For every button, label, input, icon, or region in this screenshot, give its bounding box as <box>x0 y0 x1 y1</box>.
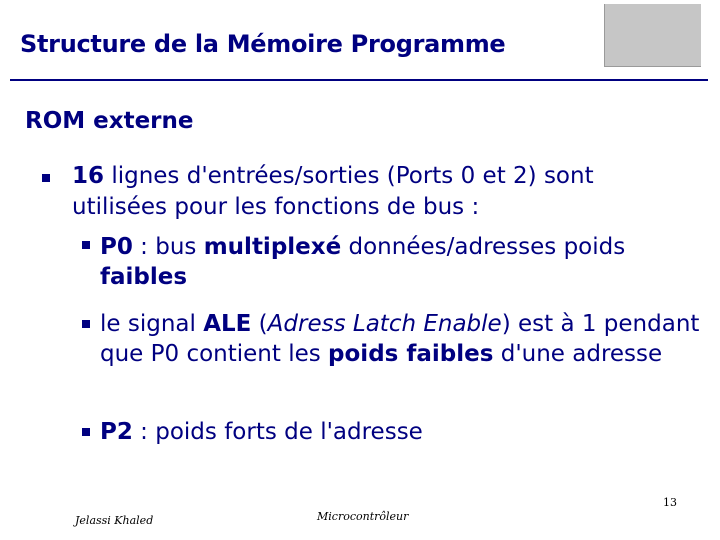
bullet-square-icon <box>42 174 50 182</box>
bullet-text-1 <box>72 161 692 223</box>
title-underline <box>10 79 708 81</box>
ale-expansion: Adress Latch Enable <box>267 311 502 337</box>
section-heading: ROM externe <box>25 108 194 134</box>
bullet-3-text-c: ) est à 1 pendant que P0 contient les <box>100 311 700 367</box>
ale-label: ALE <box>203 311 252 337</box>
bullet-square-icon <box>82 320 90 328</box>
p0-label: P0 <box>100 234 133 260</box>
slide-title: Structure de la Mémoire Programme <box>20 30 506 58</box>
page-number: 13 <box>663 496 677 509</box>
corner-decoration-box <box>604 4 701 67</box>
bullet-text-2 <box>100 232 700 292</box>
multiplexe-label: multiplexé <box>203 234 342 260</box>
faibles-label: faibles <box>100 264 188 290</box>
bullet-text-3 <box>100 309 700 369</box>
bullet-square-icon <box>82 428 90 436</box>
bullet-2-text-a: : bus <box>132 234 204 260</box>
bold-lead: 16 <box>72 163 105 189</box>
footer-author: Jelassi Khaled <box>75 514 154 527</box>
bullet-4-text: : poids forts de l'adresse <box>132 419 423 445</box>
bullet-text-4 <box>100 417 700 447</box>
bullet-3-text-d: d'une adresse <box>493 341 663 367</box>
footer-subject: Microcontrôleur <box>317 510 409 523</box>
poids-faibles-label: poids faibles <box>328 341 494 367</box>
bullet-3-text-b: ( <box>251 311 268 337</box>
bullet-1-text: lignes d'entrées/sorties (Ports 0 et 2) sont utilisées pour les fonctions de bus : <box>72 163 594 220</box>
bullet-2-text-b: données/adresses poids <box>341 234 626 260</box>
p2-label: P2 <box>100 419 133 445</box>
bullet-square-icon <box>82 241 90 249</box>
bullet-3-text-a: le signal <box>100 311 204 337</box>
